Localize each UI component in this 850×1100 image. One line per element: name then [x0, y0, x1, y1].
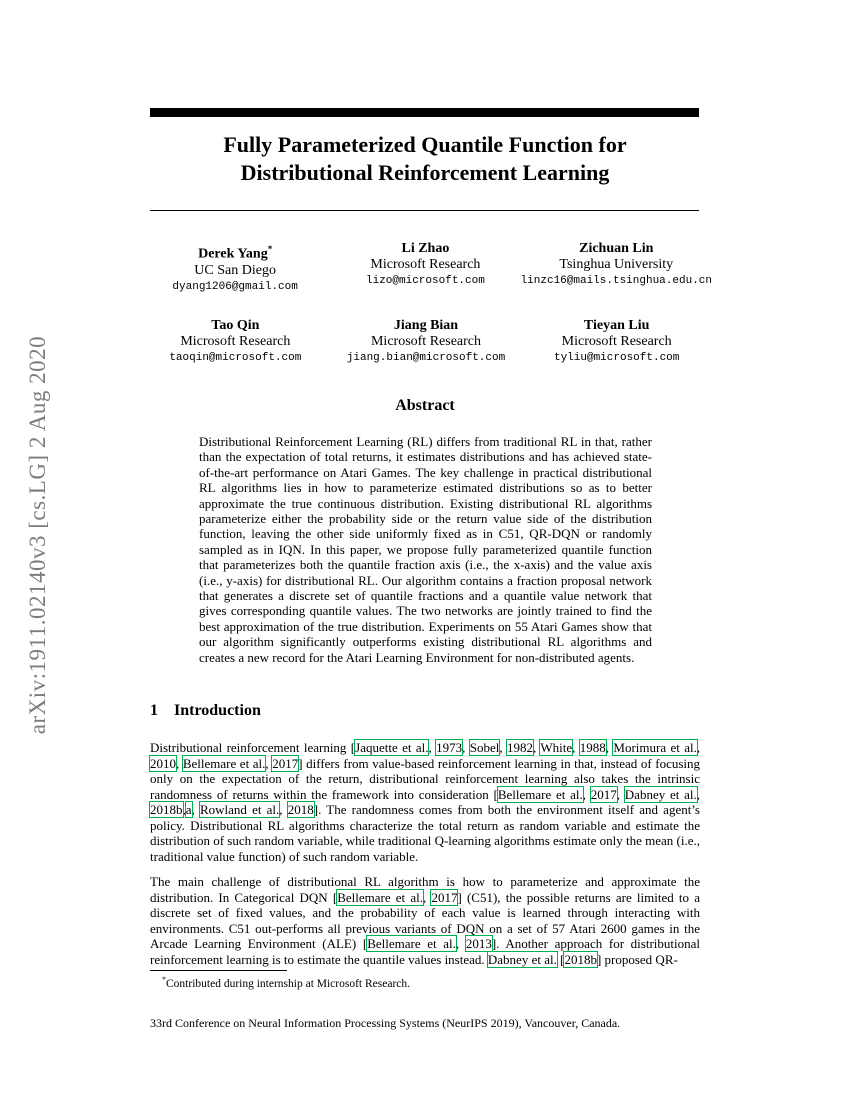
paragraph-text: ,	[499, 740, 507, 755]
citation-link[interactable]: 1982	[506, 740, 533, 755]
citation-link[interactable]: Jaquette et al.	[355, 740, 429, 755]
arxiv-watermark: arXiv:1911.02140v3 [cs.LG] 2 Aug 2020	[25, 335, 50, 735]
citation-link[interactable]: Bellemare et al.	[182, 755, 266, 771]
paper-title-line1: Fully Parameterized Quantile Function for	[223, 132, 627, 157]
citation-link[interactable]: 2017	[431, 889, 458, 905]
footnote	[150, 975, 712, 990]
footnote-marker: *	[162, 975, 166, 984]
citation-link[interactable]: White	[540, 740, 573, 755]
paragraph-text: ,	[428, 740, 437, 755]
citation-link[interactable]: Rowland et al.	[199, 802, 280, 817]
citation-link[interactable]: Dabney et al.	[487, 951, 557, 967]
citation-link[interactable]: Sobel	[469, 740, 500, 755]
paragraph-text: ,	[191, 802, 200, 817]
citation-link[interactable]: Bellemare et al.	[497, 786, 583, 802]
section-number: 1	[150, 702, 158, 719]
author-name: Jiang Bian	[393, 317, 459, 333]
abstract-text: Distributional Reinforcement Learning (RL) differs from traditional RL in that, rather than the expectation of total returns, it estimates distributions and has achieved state-of-the-art performance on Atari Games. The key challenge in practical distributional RL algorithms lies in how to parameterize estimated distributions so as to better approximate the true continuous distribution. Existing distributional RL algorithms parameterize either the probability side or the return value side of the distribution function, leaving the other side uniformly fixed as in C51, QR-DQN or randomly sampled as in IQN. In this paper, we propose fully parameterized quantile function that parameterizes both the quantile fraction axis (i.e., the x-axis) and the value axis (i.e., y-axis) for distributional RL. Our algorithm contains a fraction proposal network that generates a discrete set of quantile fractions and a quantile value network that gives corresponding quantile values. The two networks are jointly trained to find the best approximation of the true distribution. Experiments on 55 Atari Games show that our algorithm significantly outperforms existing distributional RL algorithms and creates a new record for the Atari Learning Environment for non-distributed agents.	[199, 434, 652, 665]
paragraph-text: ,	[176, 755, 183, 771]
citation-link[interactable]: 2018b	[150, 802, 183, 817]
paragraph-text: ,	[605, 740, 614, 755]
abstract-heading: Abstract	[395, 397, 455, 414]
paper-title	[150, 131, 700, 187]
paragraph-text: ]. Another approach for distributional reinforcement learning is to estimate the quantile values instead.	[150, 936, 701, 967]
paragraph-text: ,	[572, 740, 580, 755]
paragraph-text: Distributional reinforcement learning [	[150, 740, 356, 755]
citation-link[interactable]: 1988	[579, 740, 606, 755]
citation-link[interactable]: Bellemare et al.	[337, 889, 423, 905]
author-email: lizo@microsoft.com	[366, 275, 485, 287]
author-affiliation: Tsinghua University	[559, 257, 674, 272]
author-affiliation: Microsoft Research	[180, 333, 291, 349]
citation-link[interactable]: Dabney et al.	[624, 786, 697, 802]
author-email: jiang.bian@microsoft.com	[346, 351, 506, 364]
author-email: linzc16@mails.tsinghua.edu.cn	[520, 275, 712, 287]
citation-link[interactable]: 1973	[436, 740, 463, 755]
paragraph-text: ,	[455, 936, 466, 951]
author-card	[140, 241, 330, 295]
citation-link[interactable]: 2018	[287, 802, 314, 817]
paragraph-text: ] proposed QR-	[596, 951, 678, 967]
paragraph-text: ,	[582, 786, 591, 802]
paragraph-text: ,	[265, 755, 273, 771]
author-email: tyliu@microsoft.com	[553, 351, 680, 364]
citation-link[interactable]: 2017	[272, 755, 299, 771]
paragraph-text: ,	[532, 740, 541, 755]
paper-title-line2: Distributional Reinforcement Learning	[240, 160, 610, 185]
body-paragraph	[150, 874, 700, 967]
paragraph-text: ,	[279, 802, 288, 817]
author-affiliation: Microsoft Research	[370, 257, 481, 272]
paragraph-text: [	[556, 951, 565, 967]
citation-link[interactable]: 2010	[150, 755, 176, 771]
author-email: taoqin@microsoft.com	[169, 351, 302, 364]
paragraph-text: The main challenge of distributional RL algorithm is how to parameterize and approximate the distribution. In Categorical DQN [	[150, 874, 700, 905]
paragraph-text: ,	[616, 786, 625, 802]
paragraph-text: ,	[423, 889, 432, 905]
author-card	[330, 241, 520, 295]
citation-link[interactable]: Morimura et al.	[613, 740, 697, 755]
author-affiliation: UC San Diego	[194, 262, 276, 278]
author-row	[140, 318, 712, 366]
paragraph-text: ] (C51), the possible returns are limited to a discrete set of fixed values, and the probability of each value is learned through interacting with environments. C51 out-performs all previous variants of DQN on a set of 57 Atari 2600 games in the Arcade Learning Environment (ALE) [	[150, 889, 701, 951]
citation-link[interactable]: a	[185, 802, 192, 817]
introduction-body	[150, 740, 700, 977]
author-block	[140, 241, 712, 389]
top-rule	[150, 108, 699, 117]
paragraph-text: ]. The randomness comes from both the environment itself and agent’s policy. Distributional RL algorithms characterize the total return as random variable and estimate the distribution of such random variable, while traditional Q-learning algorithms estimate only the mean (i.e., traditional value function) of such random variable.	[150, 802, 700, 864]
author-card	[331, 318, 522, 366]
author-name: Zichuan Lin	[579, 241, 654, 256]
paragraph-text: ,	[462, 740, 470, 755]
author-card	[521, 318, 712, 366]
author-card	[521, 241, 712, 295]
citation-link[interactable]: 2018b	[564, 951, 597, 967]
author-name: Derek Yang*	[198, 244, 273, 262]
author-name: Tieyan Liu	[583, 317, 650, 333]
author-row	[140, 241, 712, 295]
footnote-divider	[150, 970, 287, 971]
author-email: dyang1206@gmail.com	[172, 280, 298, 293]
section-heading	[150, 702, 261, 720]
footnote-text: Contributed during internship at Microsoft Research.	[166, 977, 411, 990]
title-divider	[150, 210, 699, 211]
author-affiliation: Microsoft Research	[370, 333, 482, 349]
author-affiliation: Microsoft Research	[561, 333, 672, 349]
author-card	[140, 318, 331, 366]
citation-link[interactable]: 2017	[590, 786, 617, 802]
section-title: Introduction	[174, 702, 261, 719]
paragraph-text: ,	[696, 786, 701, 802]
citation-link[interactable]: Bellemare et al.	[367, 936, 456, 951]
conference-footer: 33rd Conference on Neural Information Processing Systems (NeurIPS 2019), Vancouver, Canada.	[150, 1016, 621, 1030]
author-footnote-marker: *	[267, 244, 273, 254]
paragraph-text: ] differs from value-based reinforcement learning in that, instead of focusing only on the expectation of the return, distributional reinforcement learning also takes the intrinsic randomness of returns within the framework into consideration [	[150, 755, 701, 802]
paragraph-text: ,	[696, 740, 701, 755]
paragraph-text: ,	[182, 802, 186, 817]
citation-link[interactable]: 2013	[465, 936, 492, 951]
author-name: Tao Qin	[211, 317, 260, 333]
body-paragraph	[150, 740, 700, 864]
author-name: Li Zhao	[401, 241, 450, 256]
